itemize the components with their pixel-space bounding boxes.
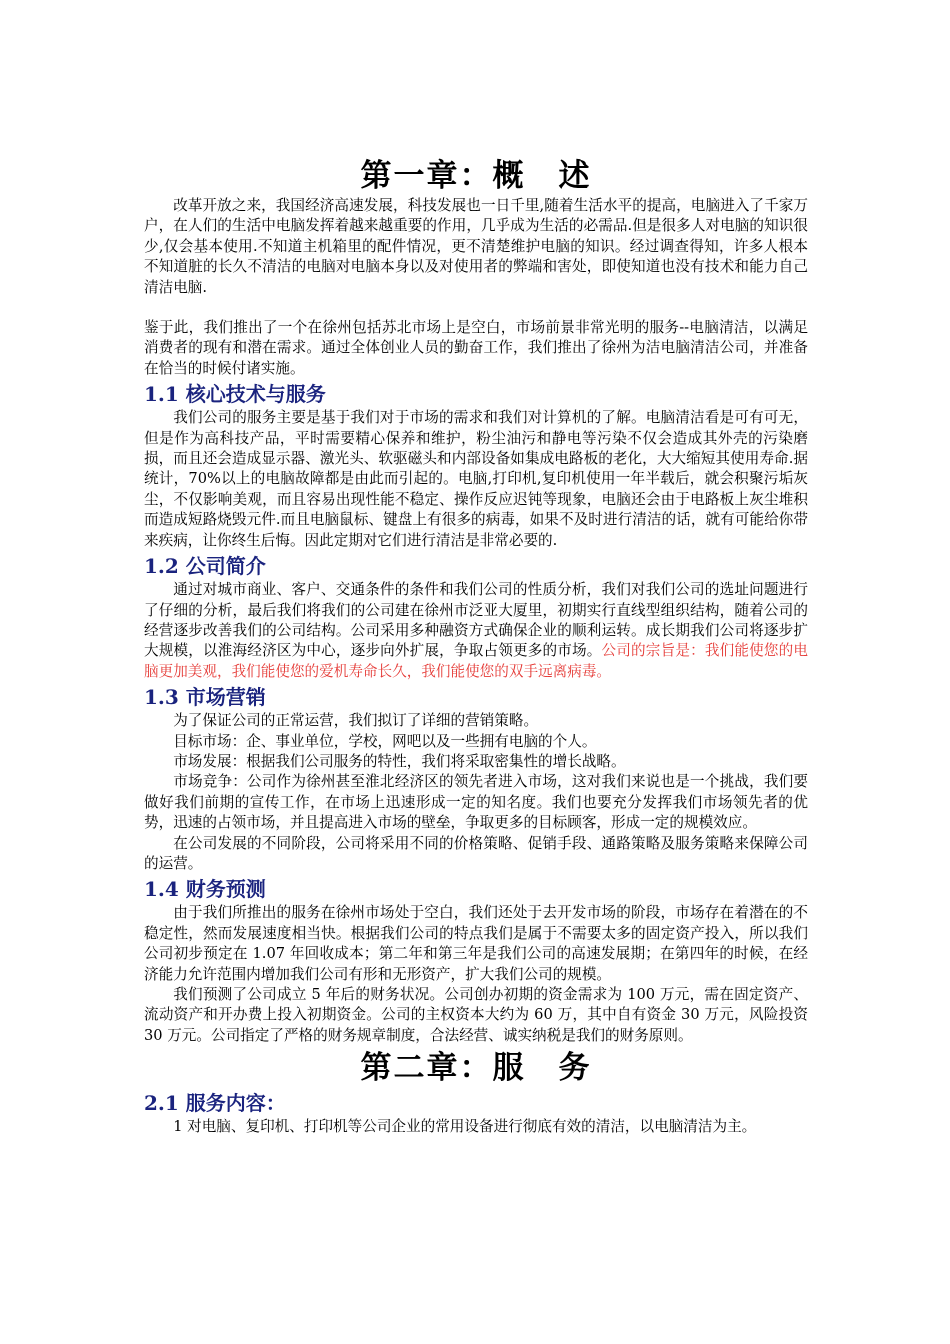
section-1-4-heading: 1.4 财务预测 [144,877,266,902]
intro-paragraph-2: 鉴于此，我们推出了一个在徐州包括苏北市场上是空白，市场前景非常光明的服务--电脑清洁，以满足消费者的现有和潜在需求。通过全体创业人员的勤奋工作，我们推出了徐州为洁电脑清洁公司，并准备在恰当的时候付诸实施。 [144,319,808,377]
chapter-1-title: 第一章：概 述 [360,158,592,194]
section-1-3-paragraph-1: 为了保证公司的正常运营，我们拟订了详细的营销策略。 [173,712,539,730]
section-1-2-paragraph [144,580,808,682]
section-1-3-paragraph-5: 在公司发展的不同阶段，公司将采用不同的价格策略、促销手段、通路策略及服务策略来保障公司的运营。 [144,834,808,872]
section-1-3-market-competition: 市场竞争：公司作为徐州甚至淮北经济区的领先者进入市场，这对我们来说也是一个挑战，我们要做好我们前期的宣传工作，在市场上迅速形成一定的知名度。我们也要充分发挥我们市场领先者的优势，迅速的占领市场，并且提高进入市场的壁垒，争取更多的目标顾客，形成一定的规模效应。 [144,773,808,832]
section-1-2-text: 通过对城市商业、客户、交通条件的条件和我们公司的性质分析，我们对我们公司的选址问题进行了仔细的分析，最后我们将我们的公司建在徐州市泛亚大厦里，初期实行直线型组织结构，随着公司的经营逐步改善我们的公司结构。公司采用多种融资方式确保企业的顺利运转。成长期我们公司将逐步扩大规模，以淮海经济区为中心，逐步向外扩展，争取占领更多的市场。 [144,581,808,660]
chapter-2-title: 第二章：服 务 [360,1050,592,1087]
section-1-3-heading: 1.3 市场营销 [144,685,266,710]
section-1-2-heading: 1.2 公司简介 [144,554,266,579]
section-1-3-target-market: 目标市场：企、事业单位，学校，网吧以及一些拥有电脑的个人。 [173,732,597,750]
section-1-3-market-development: 市场发展：根据我们公司服务的特性，我们将采取密集性的增长战略。 [173,752,626,770]
section-1-4-paragraph-1: 由于我们所推出的服务在徐州市场处于空白，我们还处于去开发市场的阶段，市场存在着潜在的不稳定性，然而发展速度相当快。根据我们公司的特点我们是属于不需要太多的固定资产投入，所以我们公司初步预定在 1.07 年回收成本；第二年和第三年是我们公司的高速发展期；在第四年的时候，在经济能力允许范围内增加我们公司有形和无形资产，扩大我们公司的规模。 [144,904,808,983]
section-2-1-paragraph: 1 对电脑、复印机、打印机等公司企业的常用设备进行彻底有效的清洁，以电脑清洁为主。 [173,1118,757,1136]
section-1-4-paragraph-2: 我们预测了公司成立 5 年后的财务状况。公司创办初期的资金需求为 100 万元，需在固定资产、流动资产和开办费上投入初期资金。公司的主权资本大约为 60 万，其中自有资金 30 万元，风险投资 30 万元。公司指定了严格的财务规章制度，合法经营、诚实纳税是我们的财务原则。 [144,986,808,1044]
intro-paragraph-1: 改革开放之来，我国经济高速发展，科技发展也一日千里,随着生活水平的提高，电脑进入了千家万户，在人们的生活中电脑发挥着越来越重要的作用，几乎成为生活的必需品.但是很多人对电脑的知识很少,仅会基本使用.不知道主机箱里的配件情况，更不清楚维护电脑的知识。经过调查得知，许多人根本不知道脏的长久不清洁的电脑对电脑本身以及对使用者的弊端和害处，即使知道也没有技术和能力自己清洁电脑. [144,197,808,296]
section-2-1-heading: 2.1 服务内容： [144,1091,286,1116]
section-1-1-heading: 1.1 核心技术与服务 [144,382,326,407]
company-motto: 公司的宗旨是：我们能使您的电脑更加美观，我们能使您的爱机寿命长久，我们能使您的双手远离病毒。 [144,642,808,680]
section-1-1-paragraph: 我们公司的服务主要是基于我们对于市场的需求和我们对计算机的了解。电脑清洁看是可有可无，但是作为高科技产品，平时需要精心保养和维护，粉尘油污和静电等污染不仅会造成其外壳的污染磨损，而且还会造成显示器、激光头、软驱磁头和内部设备如集成电路板的老化，大大缩短其使用寿命.据统计，70%以上的电脑故障都是由此而引起的。电脑,打印机,复印机使用一年半载后，就会积聚污垢灰尘，不仅影响美观，而且容易出现性能不稳定、操作反应迟钝等现象，电脑还会由于电路板上灰尘堆积而造成短路烧毁元件.而且电脑鼠标、键盘上有很多的病毒，如果不及时进行清洁的话，就有可能给你带来疾病，让你终生后悔。因此定期对它们进行清洁是非常必要的. [144,409,808,549]
